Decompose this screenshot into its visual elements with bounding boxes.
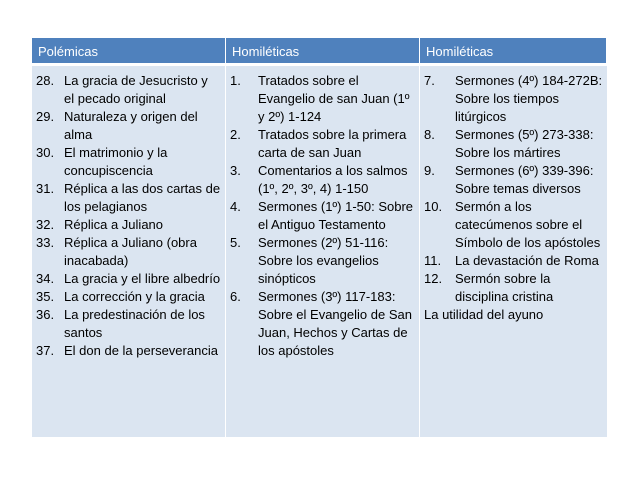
item-text: La predestinación de los santos xyxy=(64,307,205,340)
column-polemicas xyxy=(32,66,226,437)
item-number: 32. xyxy=(36,217,55,232)
unnumbered-item: La utilidad del ayuno xyxy=(424,307,544,322)
item-text: Sermón sobre la disciplina cristina xyxy=(455,271,554,304)
list-item xyxy=(424,162,603,198)
list-item xyxy=(36,270,221,288)
item-text: La gracia y el libre albedrío xyxy=(64,271,221,286)
item-text: La devastación de Roma xyxy=(455,253,599,268)
item-text: El matrimonio y la concupiscencia xyxy=(64,145,168,178)
list-item xyxy=(230,288,415,360)
item-text: Comentarios a los salmos (1º, 2º, 3º, 4) 1-150 xyxy=(258,163,408,196)
item-number: 5. xyxy=(230,235,241,250)
item-number: 1. xyxy=(230,73,241,88)
list-item xyxy=(424,72,603,126)
item-text: Réplica a las dos cartas de los pelagianos xyxy=(64,181,221,214)
list-item xyxy=(230,126,415,162)
item-text: Sermones (1º) 1-50: Sobre el Antiguo Testamento xyxy=(258,199,414,232)
item-number: 2. xyxy=(230,127,241,142)
item-number: 31. xyxy=(36,181,55,196)
item-text: La corrección y la gracia xyxy=(64,289,205,304)
item-number: 4. xyxy=(230,199,241,214)
works-table xyxy=(31,37,608,438)
item-number: 29. xyxy=(36,109,55,124)
list-item xyxy=(36,180,221,216)
item-number: 34. xyxy=(36,271,55,286)
item-number: 7. xyxy=(424,73,435,88)
header-polemicas: Polémicas xyxy=(32,38,226,66)
item-number: 36. xyxy=(36,307,55,322)
item-text: El don de la perseverancia xyxy=(64,343,218,358)
item-number: 30. xyxy=(36,145,55,160)
list-item xyxy=(36,342,221,360)
item-number: 33. xyxy=(36,235,55,250)
list-item xyxy=(230,162,415,198)
column-homileticas-2 xyxy=(420,66,607,437)
item-number: 12. xyxy=(424,271,443,286)
header-homileticas-2: Homiléticas xyxy=(420,38,607,66)
item-number: 6. xyxy=(230,289,241,304)
list-item xyxy=(36,306,221,342)
item-text: Sermones (5º) 273-338: Sobre los mártires xyxy=(455,127,594,160)
item-text: Tratados sobre el Evangelio de san Juan (1º y 2º) 1-124 xyxy=(258,73,410,124)
list-item xyxy=(36,216,221,234)
list-item xyxy=(36,108,221,144)
item-number: 11. xyxy=(424,253,442,268)
list-item xyxy=(230,198,415,234)
item-number: 35. xyxy=(36,289,55,304)
item-number: 10. xyxy=(424,199,443,214)
list-item xyxy=(424,198,603,252)
item-number: 37. xyxy=(36,343,55,358)
item-text: Réplica a Juliano (obra inacabada) xyxy=(64,235,197,268)
item-text: La gracia de Jesucristo y el pecado original xyxy=(64,73,208,106)
list-item xyxy=(36,72,221,108)
item-text: Sermones (2º) 51-116: Sobre los evangelios sinópticos xyxy=(258,235,389,286)
column-homileticas-1 xyxy=(226,66,420,437)
item-text: Sermones (3º) 117-183: Sobre el Evangelio de San Juan, Hechos y Cartas de los apóstoles xyxy=(258,289,412,358)
item-text: Tratados sobre la primera carta de san Juan xyxy=(258,127,407,160)
item-number: 8. xyxy=(424,127,435,142)
list-item xyxy=(36,144,221,180)
list-item xyxy=(424,270,603,306)
list-item xyxy=(424,126,603,162)
list-item xyxy=(36,234,221,270)
item-text: Naturaleza y origen del alma xyxy=(64,109,198,142)
list-item xyxy=(230,234,415,288)
item-number: 3. xyxy=(230,163,241,178)
list-item xyxy=(36,288,221,306)
item-text: Sermones (4º) 184-272B: Sobre los tiempos litúrgicos xyxy=(455,73,603,124)
header-homileticas-1: Homiléticas xyxy=(226,38,420,66)
item-number: 9. xyxy=(424,163,435,178)
item-text: Sermón a los catecúmenos sobre el Símbolo de los apóstoles xyxy=(455,199,601,250)
list-item xyxy=(230,72,415,126)
item-number: 28. xyxy=(36,73,55,88)
list-item xyxy=(424,252,603,270)
item-text: Sermones (6º) 339-396: Sobre temas diversos xyxy=(455,163,594,196)
item-text: Réplica a Juliano xyxy=(64,217,164,232)
